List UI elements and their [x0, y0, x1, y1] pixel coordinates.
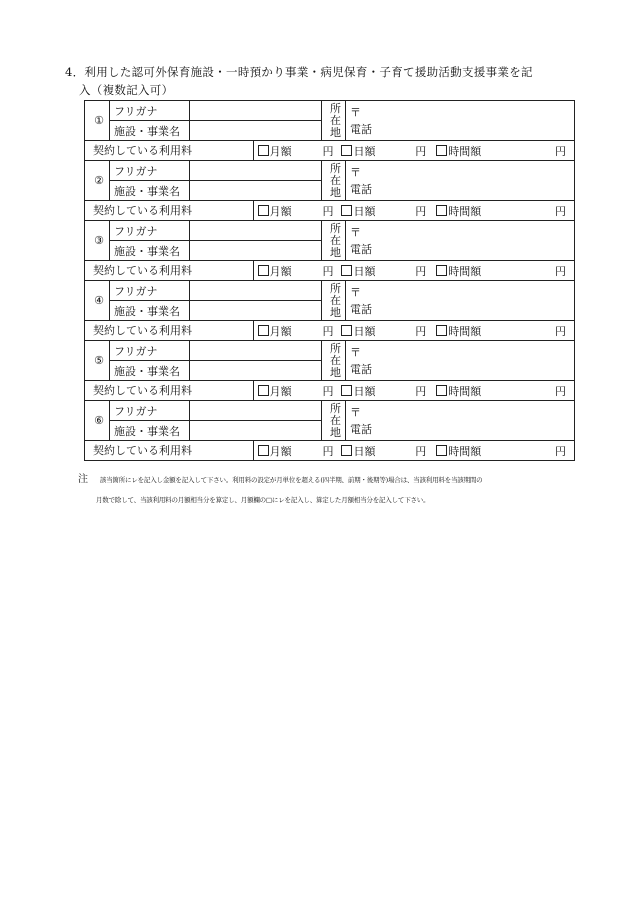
location-label: 所 在 地 — [322, 401, 346, 441]
fee-label: 契約している利用料 — [89, 141, 254, 160]
facility-name-field[interactable] — [190, 121, 322, 141]
note-line-2: 月数で除して、当該利用料の月額相当分を算定し、月額欄の□にレを記入し、算定した月額相当分を記入して下さい。 — [96, 496, 430, 504]
hourly-checkbox[interactable] — [436, 205, 447, 216]
daily-unit: 円 — [415, 384, 427, 398]
daily-checkbox[interactable] — [341, 385, 352, 396]
location-label: 所 在 地 — [322, 281, 346, 321]
hourly-unit: 円 — [554, 384, 566, 398]
monthly-fee[interactable] — [254, 201, 342, 220]
footnote — [78, 470, 578, 510]
entry-number: ⑥ — [85, 401, 110, 441]
daily-label: 日額 — [353, 204, 376, 218]
entry-number: ③ — [85, 221, 110, 261]
entry-row-furigana — [85, 221, 575, 241]
furigana-label: フリガナ — [110, 161, 190, 181]
entry-row-furigana — [85, 161, 575, 181]
address-field[interactable] — [346, 101, 575, 141]
entry-row-fee — [85, 141, 575, 161]
hourly-fee[interactable] — [434, 441, 574, 460]
postal-mark: 〒 — [350, 285, 361, 299]
entry-row-fee — [85, 441, 575, 461]
note-line-1: 該当箇所にレを記入し金額を記入して下さい。利用料の設定が月単位を超える(四半期、前期・後期等)場合は、当該利用料を当該期間の — [99, 476, 483, 484]
hourly-label: 時間額 — [448, 324, 482, 338]
facility-name-label: 施設・事業名 — [110, 241, 190, 261]
fee-label: 契約している利用料 — [89, 261, 254, 280]
postal-mark: 〒 — [350, 345, 361, 359]
hourly-checkbox[interactable] — [436, 145, 447, 156]
fee-label: 契約している利用料 — [89, 321, 254, 340]
furigana-label: フリガナ — [110, 341, 190, 361]
postal-mark: 〒 — [350, 105, 361, 119]
facility-table — [84, 100, 575, 461]
hourly-unit: 円 — [554, 144, 566, 158]
monthly-fee[interactable] — [254, 441, 342, 460]
furigana-field[interactable] — [190, 101, 322, 121]
daily-checkbox[interactable] — [341, 145, 352, 156]
phone-label: 電話 — [350, 302, 372, 316]
monthly-label: 月額 — [269, 384, 292, 398]
daily-checkbox[interactable] — [341, 265, 352, 276]
entry-number: ② — [85, 161, 110, 201]
daily-label: 日額 — [353, 384, 376, 398]
monthly-label: 月額 — [269, 204, 292, 218]
hourly-checkbox[interactable] — [436, 325, 447, 336]
address-field[interactable] — [346, 281, 575, 321]
monthly-label: 月額 — [269, 444, 292, 458]
daily-unit: 円 — [415, 324, 427, 338]
hourly-unit: 円 — [554, 324, 566, 338]
entry-row-fee — [85, 321, 575, 341]
location-label: 所 在 地 — [322, 161, 346, 201]
furigana-label: フリガナ — [110, 281, 190, 301]
entry-row-furigana — [85, 341, 575, 361]
hourly-unit: 円 — [554, 264, 566, 278]
hourly-label: 時間額 — [448, 444, 482, 458]
monthly-checkbox[interactable] — [258, 265, 269, 276]
phone-label: 電話 — [350, 122, 372, 136]
furigana-field[interactable] — [190, 341, 322, 361]
phone-label: 電話 — [350, 422, 372, 436]
entry-row-fee — [85, 201, 575, 221]
hourly-fee[interactable] — [434, 321, 574, 340]
facility-name-label: 施設・事業名 — [110, 301, 190, 321]
monthly-unit: 円 — [322, 444, 334, 458]
furigana-field[interactable] — [190, 221, 322, 241]
daily-fee[interactable] — [341, 321, 434, 340]
hourly-fee[interactable] — [434, 261, 574, 280]
postal-mark: 〒 — [350, 225, 361, 239]
facility-name-label: 施設・事業名 — [110, 421, 190, 441]
phone-label: 電話 — [350, 362, 372, 376]
phone-label: 電話 — [350, 242, 372, 256]
address-field[interactable] — [346, 401, 575, 441]
hourly-fee[interactable] — [434, 141, 574, 160]
monthly-label: 月額 — [269, 144, 292, 158]
daily-unit: 円 — [415, 444, 427, 458]
hourly-unit: 円 — [554, 204, 566, 218]
monthly-unit: 円 — [322, 384, 334, 398]
furigana-label: フリガナ — [110, 221, 190, 241]
daily-label: 日額 — [353, 444, 376, 458]
monthly-unit: 円 — [322, 264, 334, 278]
entry-row-fee — [85, 381, 575, 401]
postal-mark: 〒 — [350, 405, 361, 419]
entry-row-furigana — [85, 281, 575, 301]
fee-label: 契約している利用料 — [89, 441, 254, 460]
facility-name-label: 施設・事業名 — [110, 361, 190, 381]
daily-fee[interactable] — [341, 441, 434, 460]
hourly-label: 時間額 — [448, 144, 482, 158]
daily-fee[interactable] — [341, 381, 434, 400]
facility-name-label: 施設・事業名 — [110, 181, 190, 201]
monthly-unit: 円 — [322, 144, 334, 158]
monthly-fee[interactable] — [254, 261, 342, 280]
hourly-unit: 円 — [554, 444, 566, 458]
hourly-label: 時間額 — [448, 264, 482, 278]
monthly-checkbox[interactable] — [258, 385, 269, 396]
hourly-label: 時間額 — [448, 384, 482, 398]
monthly-fee[interactable] — [254, 321, 342, 340]
daily-checkbox[interactable] — [341, 325, 352, 336]
section-heading — [65, 63, 585, 99]
entry-number: ⑤ — [85, 341, 110, 381]
daily-fee[interactable] — [341, 261, 434, 280]
entry-row-fee — [85, 261, 575, 281]
facility-name-field[interactable] — [190, 181, 322, 201]
fee-label: 契約している利用料 — [89, 381, 254, 400]
entry-row-furigana — [85, 401, 575, 421]
facility-name-label: 施設・事業名 — [110, 121, 190, 141]
entry-row-furigana — [85, 101, 575, 121]
daily-fee[interactable] — [341, 201, 434, 220]
facility-name-field[interactable] — [190, 241, 322, 261]
daily-unit: 円 — [415, 144, 427, 158]
hourly-checkbox[interactable] — [436, 445, 447, 456]
monthly-checkbox[interactable] — [258, 205, 269, 216]
heading-line-2: 入（複数記入可） — [79, 83, 174, 97]
monthly-checkbox[interactable] — [258, 325, 269, 336]
hourly-checkbox[interactable] — [436, 265, 447, 276]
location-label: 所 在 地 — [322, 101, 346, 141]
furigana-field[interactable] — [190, 281, 322, 301]
monthly-fee[interactable] — [254, 141, 342, 160]
daily-checkbox[interactable] — [341, 445, 352, 456]
hourly-fee[interactable] — [434, 201, 574, 220]
furigana-field[interactable] — [190, 161, 322, 181]
monthly-checkbox[interactable] — [258, 445, 269, 456]
note-mark: 注 — [78, 474, 88, 485]
fee-label: 契約している利用料 — [89, 201, 254, 220]
furigana-label: フリガナ — [110, 101, 190, 121]
monthly-label: 月額 — [269, 264, 292, 278]
facility-name-field[interactable] — [190, 361, 322, 381]
furigana-label: フリガナ — [110, 401, 190, 421]
daily-checkbox[interactable] — [341, 205, 352, 216]
monthly-unit: 円 — [322, 204, 334, 218]
entry-number: ① — [85, 101, 110, 141]
entry-number: ④ — [85, 281, 110, 321]
monthly-checkbox[interactable] — [258, 145, 269, 156]
daily-label: 日額 — [353, 144, 376, 158]
address-field[interactable] — [346, 161, 575, 201]
address-field[interactable] — [346, 341, 575, 381]
hourly-label: 時間額 — [448, 204, 482, 218]
postal-mark: 〒 — [350, 165, 361, 179]
daily-unit: 円 — [415, 264, 427, 278]
heading-line-1: 4．利用した認可外保育施設・一時預かり事業・病児保育・子育て援助活動支援事業を記 — [65, 65, 533, 79]
hourly-fee[interactable] — [434, 381, 574, 400]
monthly-unit: 円 — [322, 324, 334, 338]
monthly-label: 月額 — [269, 324, 292, 338]
facility-name-field[interactable] — [190, 421, 322, 441]
daily-fee[interactable] — [341, 141, 434, 160]
daily-label: 日額 — [353, 264, 376, 278]
address-field[interactable] — [346, 221, 575, 261]
phone-label: 電話 — [350, 182, 372, 196]
location-label: 所 在 地 — [322, 341, 346, 381]
furigana-field[interactable] — [190, 401, 322, 421]
facility-name-field[interactable] — [190, 301, 322, 321]
daily-label: 日額 — [353, 324, 376, 338]
hourly-checkbox[interactable] — [436, 385, 447, 396]
daily-unit: 円 — [415, 204, 427, 218]
monthly-fee[interactable] — [254, 381, 342, 400]
location-label: 所 在 地 — [322, 221, 346, 261]
